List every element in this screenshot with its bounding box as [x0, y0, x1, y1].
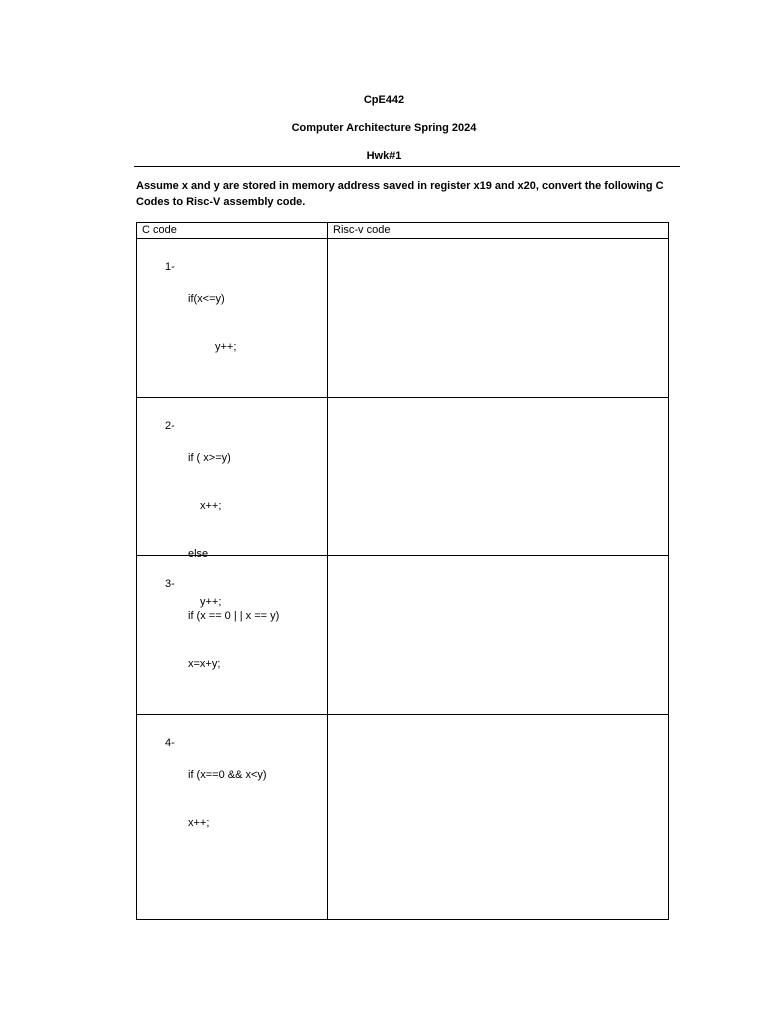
question-3-c-code: [137, 556, 328, 715]
column-header-riscv-code: Risc-v code: [328, 223, 669, 239]
question-number: 4-: [165, 737, 175, 749]
code-line: if ( x>=y): [188, 452, 231, 464]
code-line: x=x+y;: [188, 658, 221, 670]
question-2-answer-cell[interactable]: [328, 398, 669, 556]
code-line: y++;: [200, 596, 222, 608]
question-4-answer-cell[interactable]: [328, 715, 669, 920]
assignment-title: Hwk#1: [366, 150, 402, 162]
course-code: CpE442: [363, 94, 405, 106]
code-line: if (x == 0 | | x == y): [188, 610, 280, 622]
question-code: [188, 576, 279, 704]
homework-table: [136, 222, 669, 920]
table-row: [137, 556, 669, 715]
question-number: 1-: [165, 261, 175, 273]
code-line: x++;: [200, 500, 222, 512]
column-header-c-code: C code: [137, 223, 328, 239]
code-line: if (x==0 && x<y): [188, 769, 267, 781]
question-1-c-code: [137, 239, 328, 398]
header-divider: [134, 166, 680, 167]
table-row: [137, 239, 669, 398]
code-line: if(x<=y): [188, 293, 225, 305]
question-code: [188, 259, 236, 387]
question-4-c-code: [137, 715, 328, 920]
code-line: y++;: [215, 341, 237, 353]
question-2-c-code: [137, 398, 328, 608]
question-3-answer-cell[interactable]: [328, 556, 669, 715]
question-number: 2-: [165, 420, 175, 432]
table-row: [137, 398, 669, 556]
table-header-row: [137, 223, 669, 239]
code-line: x++;: [188, 817, 210, 829]
course-title: Computer Architecture Spring 2024: [291, 122, 477, 134]
question-code: [188, 735, 267, 863]
instructions-text: Assume x and y are stored in memory address saved in register x19 and x20, convert the following C Codes to Risc-V assembly code.: [136, 180, 664, 208]
question-1-answer-cell[interactable]: [328, 239, 669, 398]
code-line: else: [188, 548, 209, 560]
question-number: 3-: [165, 578, 175, 590]
table-row: [137, 715, 669, 920]
